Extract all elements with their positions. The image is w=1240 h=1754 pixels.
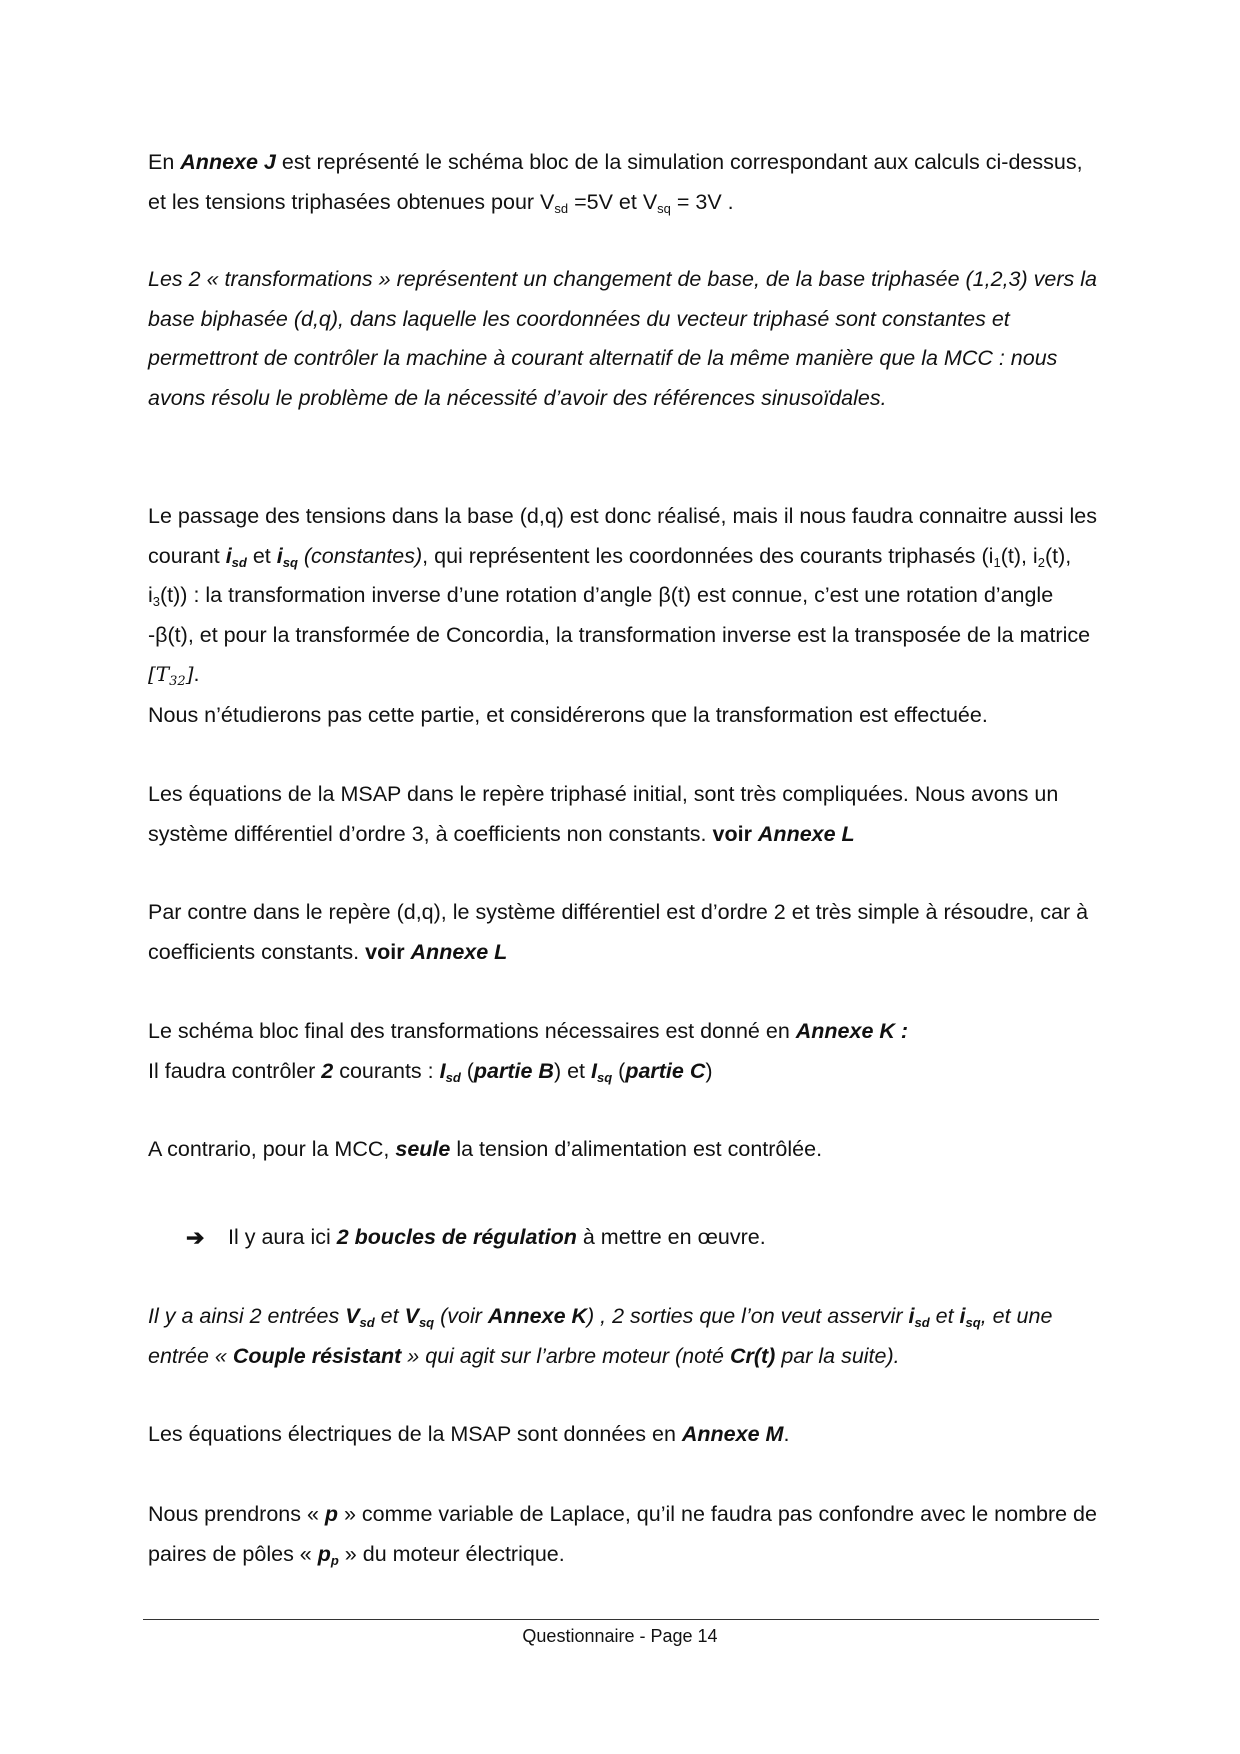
paragraph-transformations: Les 2 « transformations » représentent un changement de base, de la base triphasée (1,2,3) vers la base biphasée (d,q), dans laquelle les coordonnées du vecteur triphasé sont constantes et permettront de contrôler la machine à courant alternatif de la même manière que la MCC : nous avons résolu le problème de la nécessité d’avoir des références sinusoïdales.: [148, 267, 1097, 410]
matrix-t32: $[T_{32}]$: [148, 662, 194, 689]
paragraph-passage-tensions: Le passage des tensions dans la base (d,q) est donc réalisé, mais il nous faudra connaitre aussi les courant $i_{sd}$ et $i_{sq}$ (constantes), qui représentent les coordonnées des courants triphasés ($i_1(t)$, $i_2(t)$, $i_3(t)$) : la transformation inverse d’une rotation d’angle β(t) est connue, c’est une rotation d’angle -β(t), et pour la transformée de Concordia, la transformation inverse est la transposée de la matrice $[T_{32}]$.: [148, 504, 1097, 689]
paragraph-mcc: A contrario, pour la MCC, seule la tension d’alimentation est contrôlée.: [148, 1137, 823, 1161]
paragraph-laplace: Nous prendrons « p » comme variable de Laplace, qu’il ne faudra pas confondre avec le nombre de paires de pôles « $p_p$ » du moteur électrique.: [148, 1502, 1097, 1568]
paragraph-entrees-sorties: Il y a ainsi 2 entrées $V_{sd}$ et $V_{sq}$ (voir Annexe K) , 2 sorties que l’on veut asservir $i_{sd}$ et $i_{sq}$, et une entrée « Couple résistant » qui agit sur l’arbre moteur (noté Cr(t) par la suite).: [148, 1304, 1053, 1368]
paragraph-controle-courants: Il faudra contrôler 2 courants : $I_{sd}$ (partie B) et $I_{sq}$ (partie C): [148, 1059, 713, 1085]
paragraph-equations-triphase: Les équations de la MSAP dans le repère triphasé initial, sont très compliquées. Nous avons un système différentiel d’ordre 3, à coefficients non constants. voir Annexe L: [148, 782, 1059, 846]
footer-divider: [143, 1619, 1099, 1620]
paragraph-equations-electriques: Les équations électriques de la MSAP sont données en Annexe M.: [148, 1422, 790, 1446]
paragraph-schema-final: Le schéma bloc final des transformations nécessaires est donné en Annexe K :: [148, 1019, 909, 1043]
paragraph-non-etude: Nous n’étudierons pas cette partie, et considérerons que la transformation est effectuée.: [148, 703, 988, 727]
arrow-right-icon: ➔: [186, 1225, 205, 1250]
page-footer: Questionnaire - Page 14: [522, 1626, 718, 1646]
bullet-boucles-regulation: Il y aura ici 2 boucles de régulation à mettre en œuvre.: [228, 1225, 766, 1249]
paragraph-annexe-j: En Annexe J est représenté le schéma bloc de la simulation correspondant aux calculs ci-dessus, et les tensions triphasées obtenues pour $V_{sd} =5V$ et $V_{sq} = 3V$ .: [148, 150, 1083, 216]
paragraph-repere-dq: Par contre dans le repère (d,q), le système différentiel est d’ordre 2 et très simple à résoudre, car à coefficients constants. voir Annexe L: [148, 900, 1089, 964]
